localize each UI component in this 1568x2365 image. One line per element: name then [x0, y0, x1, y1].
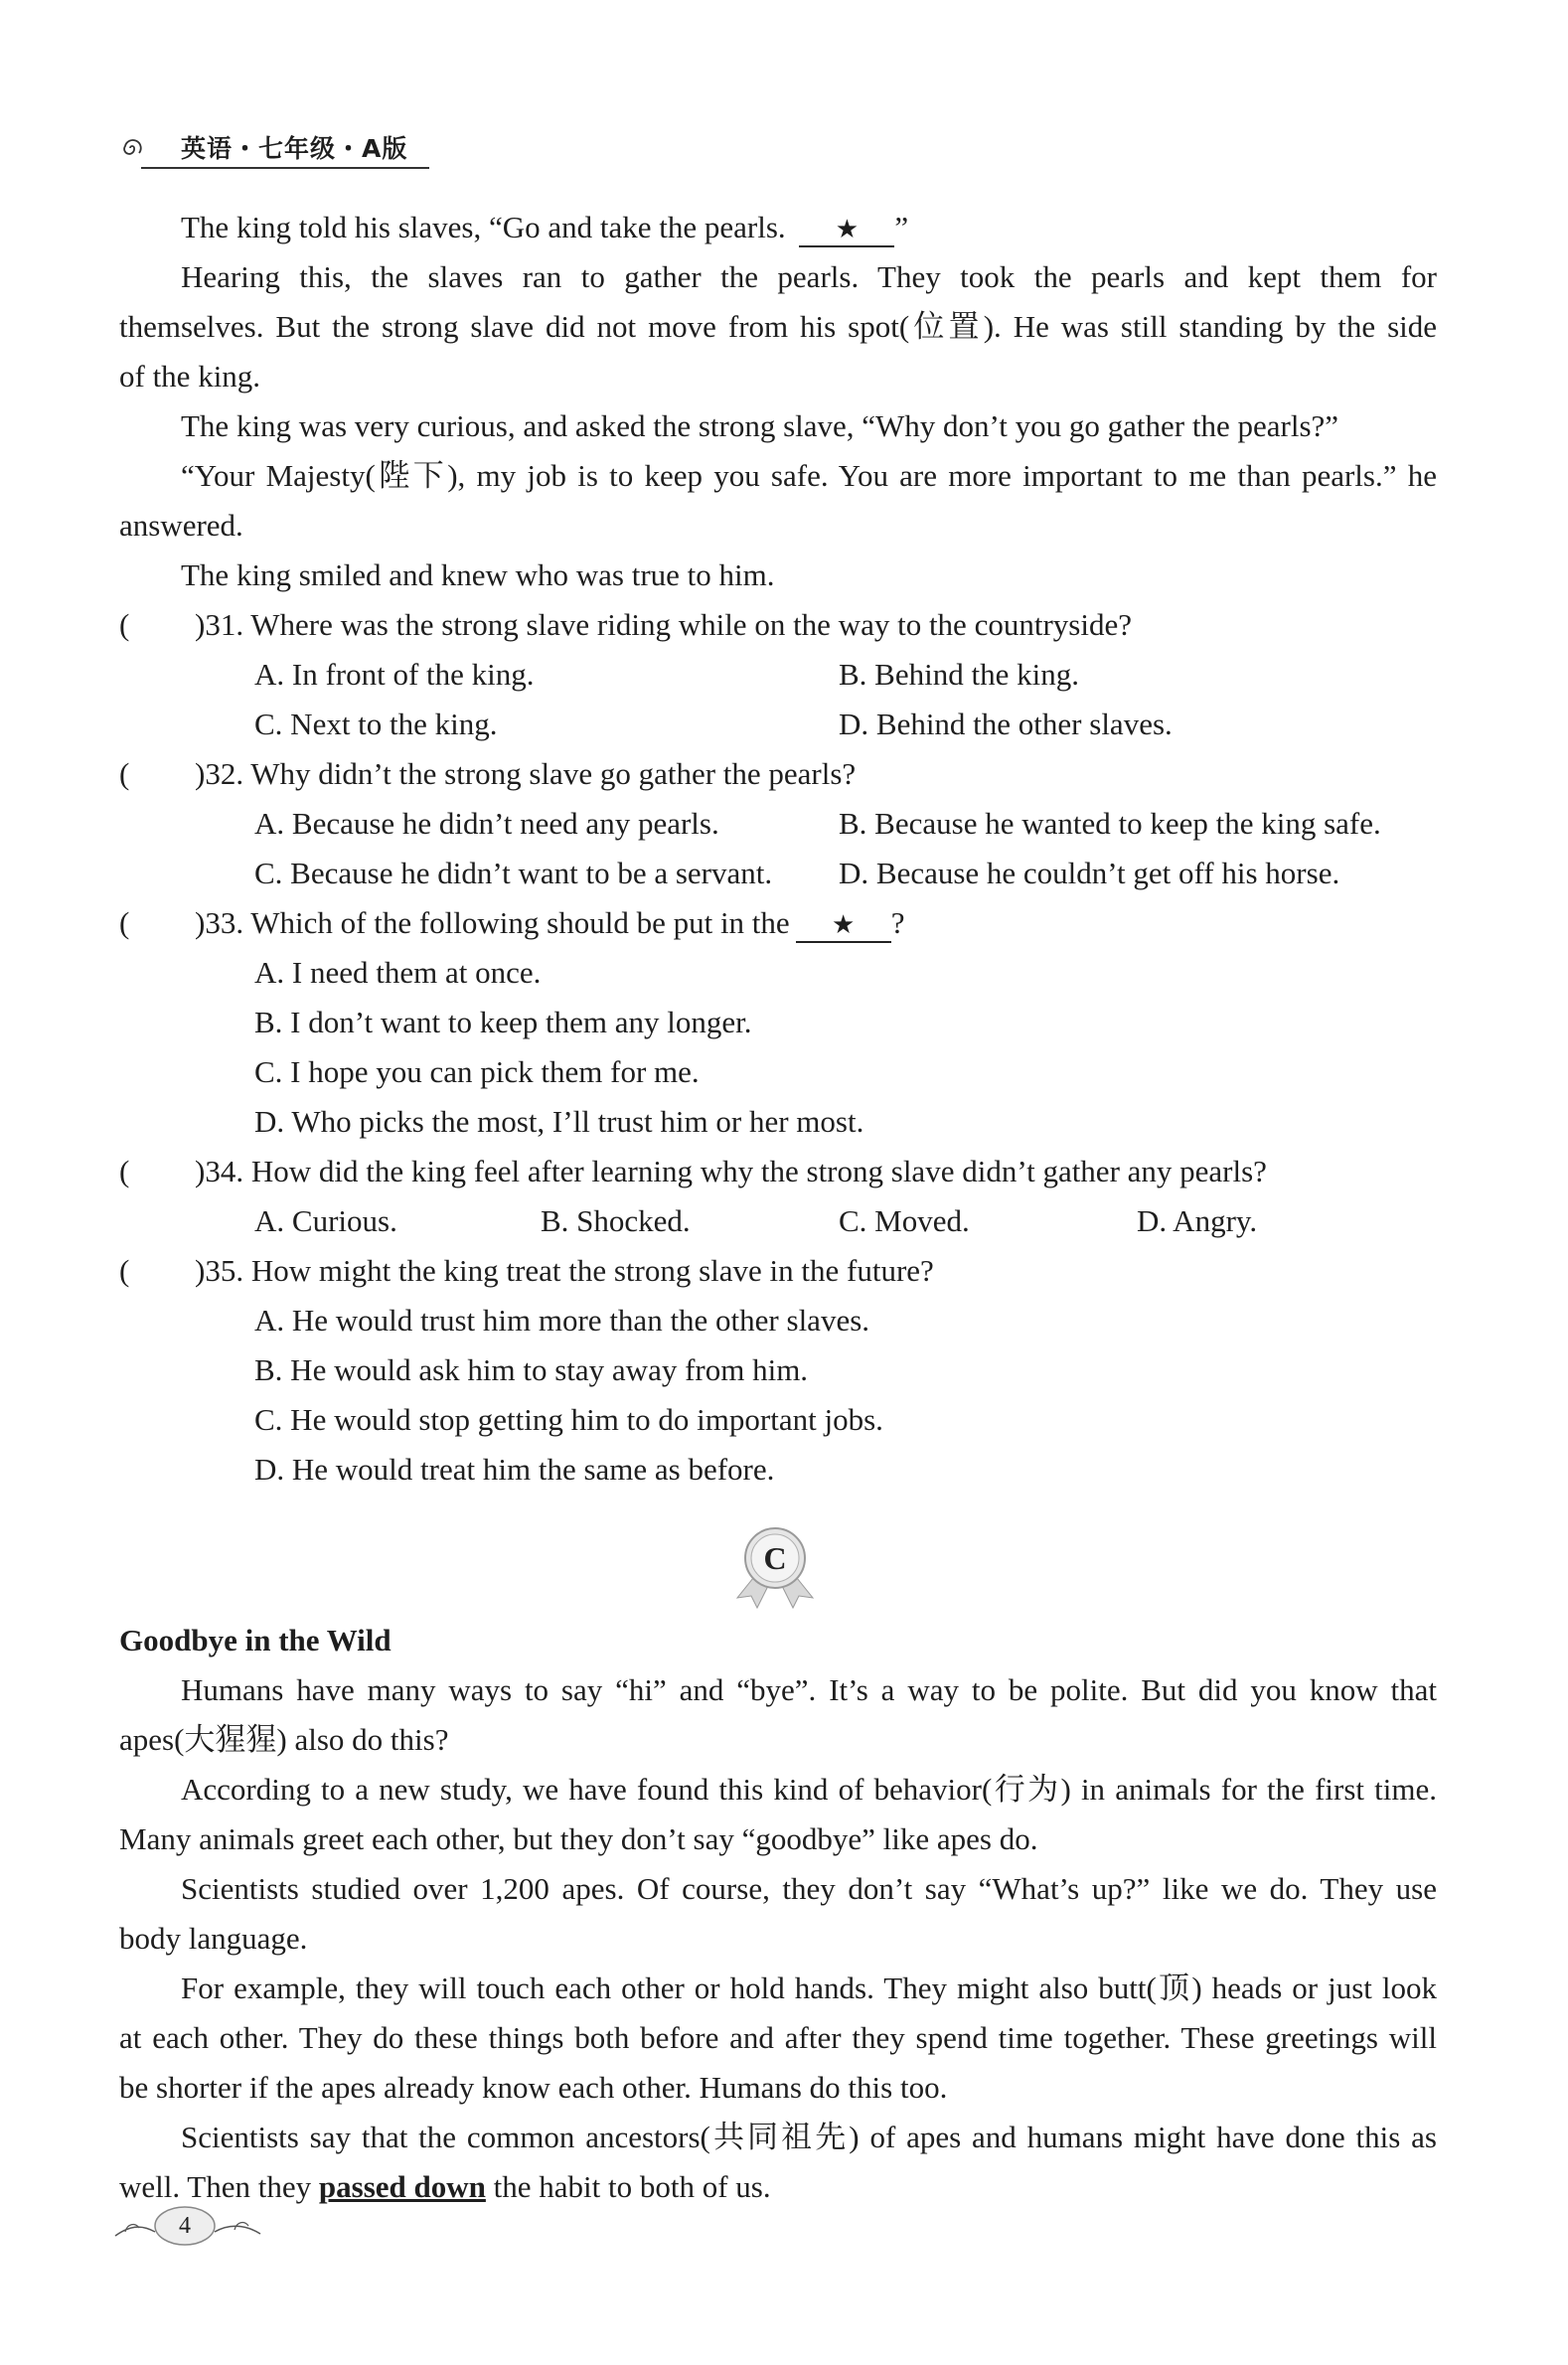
paragraph-line: The king told his slaves, “Go and take the pearls. ★ ” — [119, 203, 1437, 252]
question-33 — [119, 898, 1437, 948]
section-c-badge — [723, 1518, 827, 1610]
option-row — [119, 1395, 1437, 1445]
paragraph-line: of the king. — [119, 359, 261, 394]
option-c: C. Moved. — [839, 1203, 970, 1238]
paragraph-line: “Your Majesty(陛下), my job is to keep you safe. You are more important to me than pearls.” he — [181, 458, 1437, 493]
option-c: C. Next to the king. — [254, 707, 498, 741]
option-row — [119, 1345, 1437, 1395]
option-row — [119, 650, 1437, 700]
paragraph-line: Many animals greet each other, but they don’t say “goodbye” like apes do. — [119, 1821, 1038, 1856]
paragraph-line: themselves. But the strong slave did not move from his spot(位置). He was still standing by the side — [119, 309, 1437, 344]
page-footer — [111, 2202, 270, 2256]
option-d: D. Behind the other slaves. — [839, 707, 1173, 741]
question-text: )35. How might the king treat the strong slave in the future? — [195, 1253, 934, 1288]
option-a: A. He would trust him more than the other slaves. — [254, 1303, 870, 1338]
option-a: A. Because he didn’t need any pearls. — [254, 806, 719, 841]
header-rule — [141, 167, 429, 169]
option-row — [119, 1445, 1437, 1495]
paragraph-line: apes(大猩猩) also do this? — [119, 1722, 449, 1757]
option-row — [119, 998, 1437, 1047]
paragraph-line: Scientists say that the common ancestors(共同祖先) of apes and humans might have done this as — [181, 2120, 1437, 2154]
question-text: )32. Why didn’t the strong slave go gather the pearls? — [195, 756, 857, 791]
answer-paren[interactable]: ( — [119, 607, 130, 642]
question-text: )33. Which of the following should be put in the ★ ? — [195, 898, 904, 948]
passage-title: Goodbye in the Wild — [119, 1623, 392, 1657]
option-row — [119, 1296, 1437, 1345]
question-35 — [119, 1246, 1437, 1296]
option-b: B. I don’t want to keep them any longer. — [254, 1005, 752, 1039]
option-row — [119, 700, 1437, 749]
option-c: C. I hope you can pick them for me. — [254, 1054, 700, 1089]
swirl-ornament-icon — [119, 135, 145, 161]
question-text: )34. How did the king feel after learning why the strong slave didn’t gather any pearls? — [195, 1154, 1267, 1188]
page-number: 4 — [179, 2213, 191, 2239]
option-row — [119, 948, 1437, 998]
option-row — [119, 1196, 1437, 1246]
option-c: C. Because he didn’t want to be a servant. — [254, 856, 773, 890]
passage-c — [119, 1616, 1437, 2212]
paragraph-line: The king smiled and knew who was true to him. — [181, 557, 775, 592]
section-letter: C — [763, 1540, 787, 1576]
star-blank: ★ — [796, 907, 891, 943]
option-d: D. Because he couldn’t get off his horse. — [839, 856, 1340, 890]
answer-paren[interactable]: ( — [119, 756, 130, 791]
option-b: B. Behind the king. — [839, 657, 1079, 692]
paragraph-line: According to a new study, we have found this kind of behavior(行为) in animals for the first time. — [181, 1772, 1437, 1807]
question-32 — [119, 749, 1437, 799]
option-c: C. He would stop getting him to do important jobs. — [254, 1402, 883, 1437]
star-blank: ★ — [799, 212, 894, 247]
option-b: B. He would ask him to stay away from him. — [254, 1352, 809, 1387]
option-a: A. Curious. — [254, 1203, 397, 1238]
paragraph-line: well. Then they passed down the habit to both of us. — [119, 2169, 771, 2204]
book-title: 英语・七年级・A版 — [181, 134, 408, 163]
paragraph-line: Hearing this, the slaves ran to gather the pearls. They took the pearls and kept them for — [181, 259, 1437, 294]
paragraph-line: at each other. They do these things both before and after they spend time together. These greetings will — [119, 2020, 1437, 2055]
page-content — [119, 203, 1437, 1495]
option-b: B. Shocked. — [541, 1203, 691, 1238]
option-row — [119, 799, 1437, 849]
paragraph-line: Humans have many ways to say “hi” and “bye”. It’s a way to be polite. But did you know that — [181, 1672, 1437, 1707]
underlined-phrase: passed down — [318, 2169, 486, 2204]
option-row — [119, 1047, 1437, 1097]
answer-paren[interactable]: ( — [119, 1253, 130, 1288]
option-d: D. He would treat him the same as before. — [254, 1452, 775, 1487]
answer-paren[interactable]: ( — [119, 1154, 130, 1188]
page-header — [119, 129, 429, 171]
option-row — [119, 1097, 1437, 1147]
paragraph-line: The king was very curious, and asked the strong slave, “Why don’t you go gather the pearls?” — [181, 408, 1339, 443]
paragraph-line: body language. — [119, 1921, 308, 1956]
option-a: A. In front of the king. — [254, 657, 535, 692]
option-b: B. Because he wanted to keep the king safe. — [839, 806, 1381, 841]
paragraph-line: be shorter if the apes already know each other. Humans do this too. — [119, 2070, 948, 2105]
question-31 — [119, 600, 1437, 650]
answer-paren[interactable]: ( — [119, 905, 130, 940]
option-a: A. I need them at once. — [254, 955, 542, 990]
paragraph-line: For example, they will touch each other or hold hands. They might also butt(顶) heads or just look — [181, 1971, 1437, 2005]
option-row — [119, 849, 1437, 898]
paragraph-line: Scientists studied over 1,200 apes. Of course, they don’t say “What’s up?” like we do. They use — [181, 1871, 1437, 1906]
paragraph-line: answered. — [119, 508, 243, 543]
question-34 — [119, 1147, 1437, 1196]
option-d: D. Angry. — [1137, 1203, 1258, 1238]
question-text: )31. Where was the strong slave riding while on the way to the countryside? — [195, 607, 1132, 642]
option-d: D. Who picks the most, I’ll trust him or her most. — [254, 1104, 864, 1139]
